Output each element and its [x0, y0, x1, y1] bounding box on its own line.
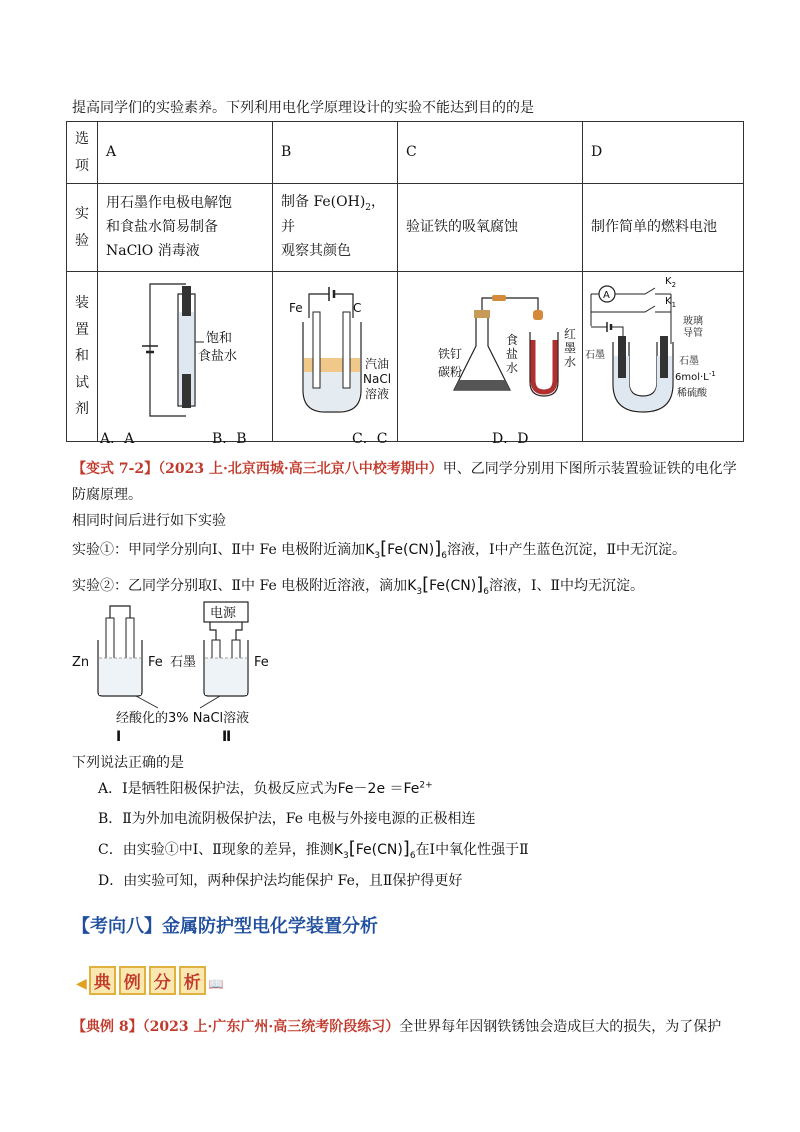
- k3fecn6-formula: $K_3[Fe(CN)]_6$: [365, 538, 447, 561]
- option-c: C: [398, 122, 583, 184]
- svg-text:电源: 电源: [210, 606, 237, 621]
- svg-text:K1: $K_1$: [665, 296, 677, 310]
- svg-text:NaCl: NaCl: [363, 372, 392, 387]
- apparatus-c: [398, 272, 583, 442]
- speaker-icon: ◀: [76, 976, 87, 992]
- svg-text:经酸化的3% NaCl溶液: 经酸化的3% NaCl溶液: [116, 711, 250, 726]
- apparatus-header: 装 置 和 试 剂: [67, 272, 98, 442]
- choice-c: C．C: [352, 431, 388, 447]
- example-banner: ◀ 典 例 分 析 📖: [76, 966, 224, 995]
- svg-text:汽油: 汽油: [365, 357, 390, 372]
- experiment-1: 实验①：甲同学分别向Ⅰ、Ⅱ中 Fe 电极附近滴加$K_3[Fe(CN)]_6$溶液，Ⅰ中产生蓝色沉淀，Ⅱ中无沉淀。: [72, 538, 687, 561]
- svg-text:水: 水: [506, 361, 519, 376]
- svg-text:导管: 导管: [683, 328, 703, 340]
- svg-text:A: A: [603, 290, 610, 302]
- svg-text:6mol·L-1: $6mol\cdot L^{-1}$: [675, 370, 716, 384]
- answer-a: A．Ⅰ是牺牲阳极保护法，负极反应式为$Fe-2e =Fe^{2+}$: [98, 780, 433, 797]
- svg-text:Fe: Fe: [289, 301, 303, 316]
- svg-text:墨: 墨: [564, 341, 577, 356]
- electrolysis-tube-diagram: [98, 272, 272, 432]
- experiment-b: 制备 $Fe(OH)_2$，并 观察其颜色: [273, 184, 398, 272]
- experiment-header: 实 验: [67, 184, 98, 272]
- svg-text:石墨: 石墨: [170, 655, 197, 670]
- answer-b: B．Ⅱ为外加电流阴极保护法，Fe 电极与外接电源的正极相连: [98, 811, 476, 827]
- svg-text:铁钉: 铁钉: [438, 347, 463, 362]
- option-header: 选 项: [67, 122, 98, 184]
- answer-d: D．由实验可知，两种保护法均能保护 Fe，且Ⅱ保护得更好: [98, 873, 463, 889]
- choice-a: A．A: [100, 431, 135, 447]
- experiment-d: 制作简单的燃料电池: [583, 184, 744, 272]
- svg-text:盐: 盐: [506, 347, 519, 362]
- question-table: [66, 121, 744, 442]
- svg-text:饱和: 饱和: [206, 331, 233, 347]
- apparatus-d: [583, 272, 744, 442]
- experiment-2: 实验②：乙同学分别取Ⅰ、Ⅱ中 Fe 电极附近溶液，滴加$K_3[Fe(CN)]_6$溶液，Ⅰ、Ⅱ中均无沉淀。: [72, 574, 645, 597]
- option-a: A: [98, 122, 273, 184]
- choice-b: B．B: [212, 431, 247, 447]
- svg-text:食: 食: [506, 333, 519, 348]
- svg-text:Ⅱ: Ⅱ: [222, 729, 232, 745]
- book-icon: 📖: [208, 977, 224, 991]
- variant-text-3: 相同时间后进行如下实验: [72, 513, 226, 529]
- svg-text:Fe: Fe: [254, 655, 269, 670]
- svg-text:红: 红: [564, 327, 577, 342]
- svg-text:Zn: Zn: [72, 655, 90, 670]
- svg-text:K2: $K_2$: [665, 276, 677, 290]
- experiment-a: 用石墨作电极电解饱 和食盐水简易制备 NaClO 消毒液: [98, 184, 273, 272]
- example-header: 【典例 8】（2023 上·广东广州·高三统考阶段练习）全世界每年因钢铁锈蚀会造成巨大的损失，为了保护: [72, 1019, 722, 1035]
- experiment-c: 验证铁的吸氧腐蚀: [398, 184, 583, 272]
- svg-text:Fe: Fe: [148, 655, 163, 670]
- section-title: 【考向八】金属防护型电化学装置分析: [72, 916, 378, 937]
- choice-d: D．D: [492, 431, 529, 447]
- svg-text:玻璃: 玻璃: [683, 316, 703, 328]
- question-prompt: 下列说法正确的是: [72, 755, 184, 771]
- option-b: B: [273, 122, 398, 184]
- option-d: D: [583, 122, 744, 184]
- svg-text:食盐水: 食盐水: [198, 349, 238, 365]
- svg-text:石墨: 石墨: [679, 356, 699, 368]
- intro-text: 提高同学们的实验素养。下列利用电化学原理设计的实验不能达到目的的是: [72, 100, 534, 116]
- variant-text-2: 防腐原理。: [72, 487, 142, 503]
- svg-text:碳粉: 碳粉: [438, 365, 463, 380]
- oxygen-corrosion-diagram: [398, 272, 582, 432]
- answer-c: C．由实验①中Ⅰ、Ⅱ现象的差异，推测$K_3[Fe(CN)]_6$在Ⅰ中氧化性强于Ⅱ: [98, 838, 529, 861]
- svg-text:溶液: 溶液: [365, 387, 390, 402]
- beaker-figure: [70, 600, 290, 746]
- svg-text:水: 水: [564, 355, 577, 370]
- apparatus-b: [273, 272, 398, 442]
- svg-text:稀硫酸: 稀硫酸: [677, 388, 707, 400]
- variant-header: 【变式 7-2】（2023 上·北京西城·高三北京八中校考期中）甲、乙同学分别用下图所示装置验证铁的电化学: [72, 461, 737, 477]
- svg-text:石墨: 石墨: [585, 350, 605, 362]
- fe-oh2-cell-diagram: [273, 272, 397, 432]
- svg-text:Ⅰ: Ⅰ: [116, 729, 122, 745]
- svg-text:C: C: [353, 301, 362, 316]
- fuel-cell-diagram: [583, 272, 743, 432]
- apparatus-a: [98, 272, 273, 442]
